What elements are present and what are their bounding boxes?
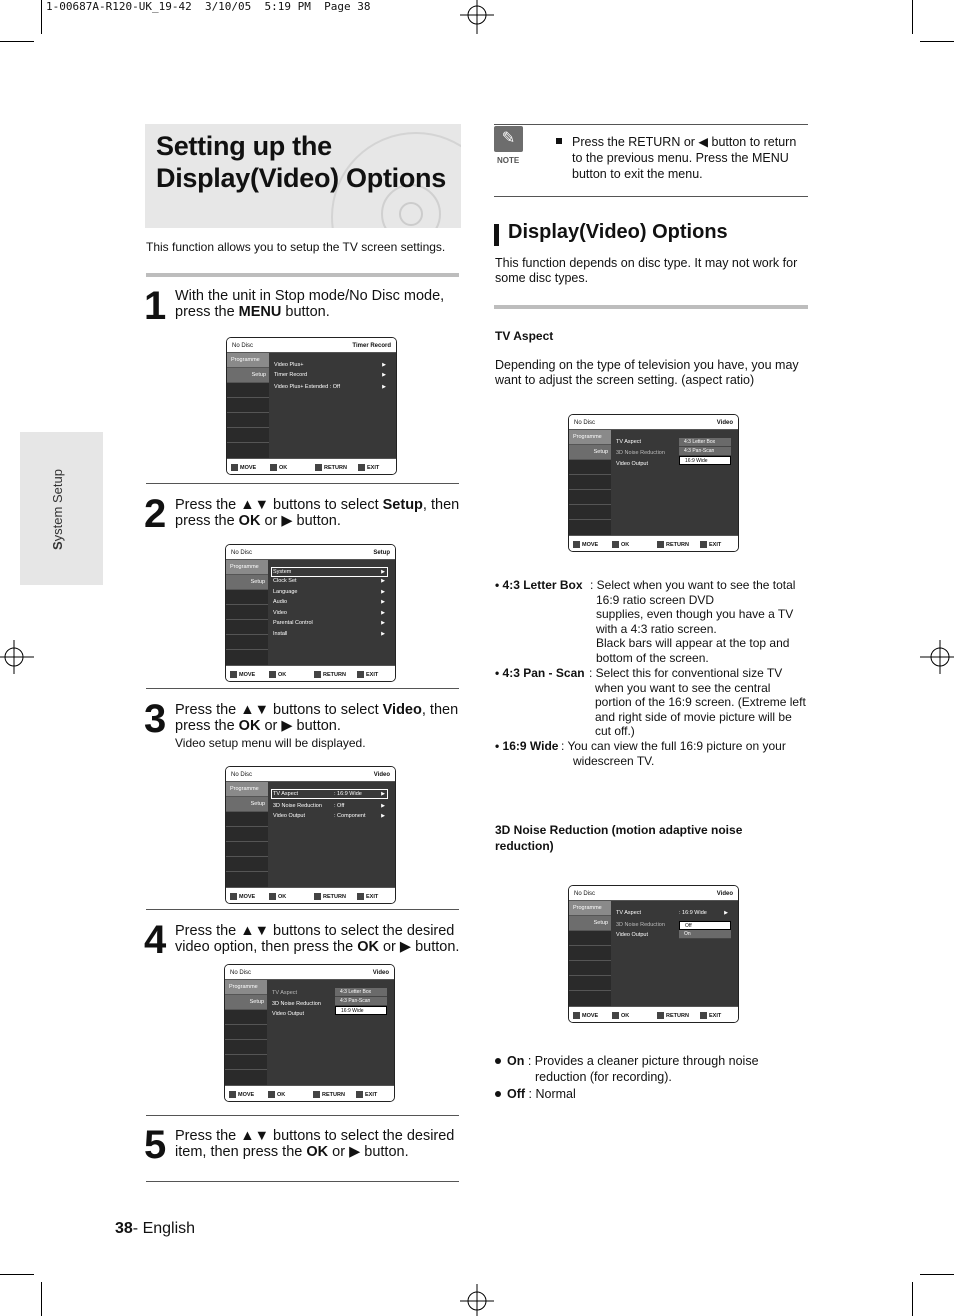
- option-list: [335, 988, 387, 1015]
- screen-status: No Disc: [231, 550, 253, 556]
- menu-screen: No Disc Video Programme Setup TV Aspect : 16:9 Wide ▶ 3D Noise Reduction Video Output Off On MOVE OK RETURN EXIT: [568, 885, 739, 1023]
- programme-tab: Programme: [226, 782, 268, 797]
- menu-item: Video Output: [616, 461, 649, 467]
- definition-text: Off : Normal: [507, 1087, 576, 1101]
- step-number: 3: [144, 697, 167, 741]
- menu-item: Parental Control: [273, 620, 313, 626]
- screen-status: No Disc: [574, 891, 596, 897]
- crop-mark: [0, 41, 34, 42]
- menu-item: Video Output: [272, 1011, 305, 1017]
- screen-title: Timer Record: [352, 343, 391, 349]
- page-number: 38- English: [115, 1220, 196, 1237]
- menu-screen: No Disc Video Programme Setup TV Aspect 3D Noise Reduction Video Output 4:3 Letter Box 4:3 Pan-Scan 16:9 Wide MOVE OK RETURN EXIT: [568, 414, 739, 552]
- programme-tab: Programme: [569, 430, 611, 445]
- registration-mark-icon: [0, 640, 34, 674]
- menu-item: Video Plus+: [274, 362, 304, 368]
- screen-status: No Disc: [231, 772, 253, 778]
- definition-term: • 16:9 Wide: [495, 739, 559, 753]
- menu-item: TV Aspect: [272, 990, 298, 996]
- setup-tab: Setup: [569, 445, 611, 460]
- setup-tab: Setup: [225, 995, 267, 1010]
- menu-item: Video Plus+ Extended : Off: [274, 384, 340, 390]
- step-text: Press the ▲▼ buttons to select the desired video option, then press the OK or ▶ button.: [175, 923, 460, 955]
- divider: [146, 483, 459, 484]
- screen-status: No Disc: [574, 420, 596, 426]
- step-text: With the unit in Stop mode/No Disc mode, press the MENU button.: [175, 288, 445, 320]
- programme-tab: Programme: [225, 980, 267, 995]
- crop-mark: [920, 41, 954, 42]
- definition-text: : You can view the full 16:9 picture on your widescreen TV.: [561, 739, 786, 768]
- step-number: 2: [144, 492, 167, 536]
- bullet-icon: [495, 1091, 501, 1097]
- programme-tab: Programme: [569, 901, 611, 916]
- divider: [494, 305, 808, 309]
- screen-title: Setup: [373, 550, 390, 556]
- side-tab-label: System Setup: [50, 469, 65, 550]
- divider: [146, 1115, 459, 1116]
- crop-mark: [41, 1282, 42, 1316]
- registration-mark-icon: [460, 1284, 494, 1316]
- option-list: [679, 921, 731, 939]
- menu-screen: No Disc Timer Record Programme Setup Video Plus+ ▶ Timer Record ▶ Video Plus+ Extended : Off ▶ MOVE OK RETURN EXIT: [226, 337, 397, 475]
- menu-item: Video: [273, 610, 287, 616]
- page-title: Setting up the Display(Video) Options: [156, 131, 446, 193]
- screen-title: Video: [372, 970, 389, 976]
- menu-value: : Off: [334, 803, 345, 809]
- option-item-selected: 16:9 Wide: [679, 456, 731, 465]
- screen-title: Video: [373, 772, 390, 778]
- menu-item: TV Aspect: [616, 439, 642, 445]
- section-title: Display(Video) Options: [508, 221, 728, 243]
- definition-term: • 4:3 Pan - Scan: [495, 666, 585, 680]
- print-header: 1-00687A-R120-UK_19-42 3/10/05 5:19 PM Page 38: [46, 0, 371, 13]
- menu-item: 3D Noise Reduction: [272, 1001, 321, 1007]
- setup-tab: Setup: [226, 575, 268, 590]
- menu-item: 3D Noise Reduction: [616, 450, 665, 456]
- menu-item: 3D Noise Reduction: [616, 922, 665, 928]
- tv-aspect-heading: TV Aspect: [495, 329, 554, 343]
- option-item: 4:3 Letter Box: [679, 438, 731, 447]
- menu-item: Video Output: [273, 813, 306, 819]
- menu-value: : Component: [334, 813, 366, 819]
- definition-text: : Select this for conventional size TV when you want to see the central portion of the 16:9 screen. (Extreme left and right side of movie picture will be cut off.): [589, 666, 806, 738]
- step-number: 1: [144, 284, 167, 328]
- menu-item: 3D Noise Reduction: [273, 803, 322, 809]
- definition-text: : Select when you want to see the total 16:9 ratio screen DVD supplies, even though you have a TV with a 4:3 ratio screen. Black bars will appear at the top and bottom of the screen.: [590, 578, 796, 665]
- option-list: [679, 438, 731, 465]
- menu-item: Video Output: [616, 932, 649, 938]
- menu-value: : 16:9 Wide: [679, 910, 707, 916]
- option-item: 4:3 Letter Box: [335, 988, 387, 997]
- menu-item: Audio: [273, 599, 288, 605]
- option-item-selected: 16:9 Wide: [335, 1006, 387, 1015]
- divider: [146, 909, 459, 910]
- divider: [494, 196, 808, 197]
- option-item: 4:3 Pan-Scan: [679, 447, 731, 456]
- disc-hole-icon: [399, 202, 423, 226]
- divider: [494, 124, 808, 125]
- menu-screen: No Disc Video Programme Setup TV Aspect 3D Noise Reduction Video Output 4:3 Letter Box 4:3 Pan-Scan 16:9 Wide MOVE OK RETURN EXIT: [224, 964, 395, 1102]
- section-bar: [494, 224, 499, 246]
- definition-text: On : Provides a cleaner picture through noise reduction (for recording).: [507, 1054, 759, 1084]
- note-label: NOTE: [497, 156, 520, 165]
- step-subtext: Video setup menu will be displayed.: [175, 736, 366, 750]
- registration-mark-icon: [460, 0, 494, 34]
- menu-item: Clock Set: [273, 578, 297, 584]
- menu-item: TV Aspect: [273, 791, 299, 797]
- menu-item: System: [273, 569, 292, 575]
- screen-title: Video: [716, 420, 733, 426]
- title-block: [145, 124, 461, 228]
- bullet-icon: [495, 1058, 501, 1064]
- setup-tab: Setup: [227, 368, 269, 383]
- screen-status: No Disc: [230, 970, 252, 976]
- step-number: 4: [144, 918, 167, 962]
- setup-tab: Setup: [226, 797, 268, 812]
- note-text: Press the RETURN or ◀ button to return to the previous menu. Press the MENU button to exit the menu.: [572, 135, 797, 181]
- menu-screen: No Disc Setup Programme Setup System ▶ Clock Set ▶ Language ▶ Audio ▶ Video ▶ Parental Control ▶ Install ▶ MOVE OK RETURN EXIT: [225, 544, 396, 682]
- bullet-icon: [556, 138, 562, 144]
- section-description: This function depends on disc type. It may not work for some disc types.: [495, 256, 798, 285]
- screen-title: Video: [716, 891, 733, 897]
- crop-mark: [912, 1282, 913, 1316]
- crop-mark: [912, 0, 913, 34]
- note-pencil-icon: ✎: [494, 126, 523, 152]
- crop-mark: [920, 1274, 954, 1275]
- registration-mark-icon: [920, 640, 954, 674]
- step-text: Press the ▲▼ buttons to select the desired item, then press the OK or ▶ button.: [175, 1128, 455, 1160]
- divider: [146, 1181, 459, 1182]
- step-number: 5: [144, 1123, 167, 1167]
- tv-aspect-description: Depending on the type of television you have, you may want to adjust the screen setting. (aspect ratio): [495, 358, 799, 387]
- side-tab: [20, 432, 103, 585]
- noise-reduction-heading: 3D Noise Reduction (motion adaptive noise reduction): [495, 823, 743, 853]
- setup-tab: Setup: [569, 916, 611, 931]
- divider: [146, 273, 459, 277]
- crop-mark: [41, 0, 42, 34]
- step-text: Press the ▲▼ buttons to select Video, then press the OK or ▶ button.: [175, 702, 459, 734]
- menu-screen: No Disc Video Programme Setup TV Aspect : 16:9 Wide ▶ 3D Noise Reduction : Off ▶ Video Output : Component ▶ MOVE OK RETURN EXIT: [225, 766, 396, 904]
- option-item-selected: Off: [679, 921, 731, 930]
- option-item: 4:3 Pan-Scan: [335, 997, 387, 1006]
- menu-item: Language: [273, 589, 298, 595]
- programme-tab: Programme: [226, 560, 268, 575]
- menu-item: TV Aspect: [616, 910, 642, 916]
- step-text: Press the ▲▼ buttons to select Setup, then press the OK or ▶ button.: [175, 497, 460, 529]
- menu-item: Install: [273, 631, 288, 637]
- definition-term: • 4:3 Letter Box: [495, 578, 583, 592]
- option-item: On: [679, 930, 731, 939]
- menu-value: : 16:9 Wide: [334, 791, 362, 797]
- intro-text: This function allows you to setup the TV screen settings.: [146, 240, 446, 254]
- screen-status: No Disc: [232, 343, 254, 349]
- crop-mark: [0, 1274, 34, 1275]
- menu-item: Timer Record: [274, 372, 308, 378]
- divider: [146, 688, 459, 689]
- programme-tab: Programme: [227, 353, 269, 368]
